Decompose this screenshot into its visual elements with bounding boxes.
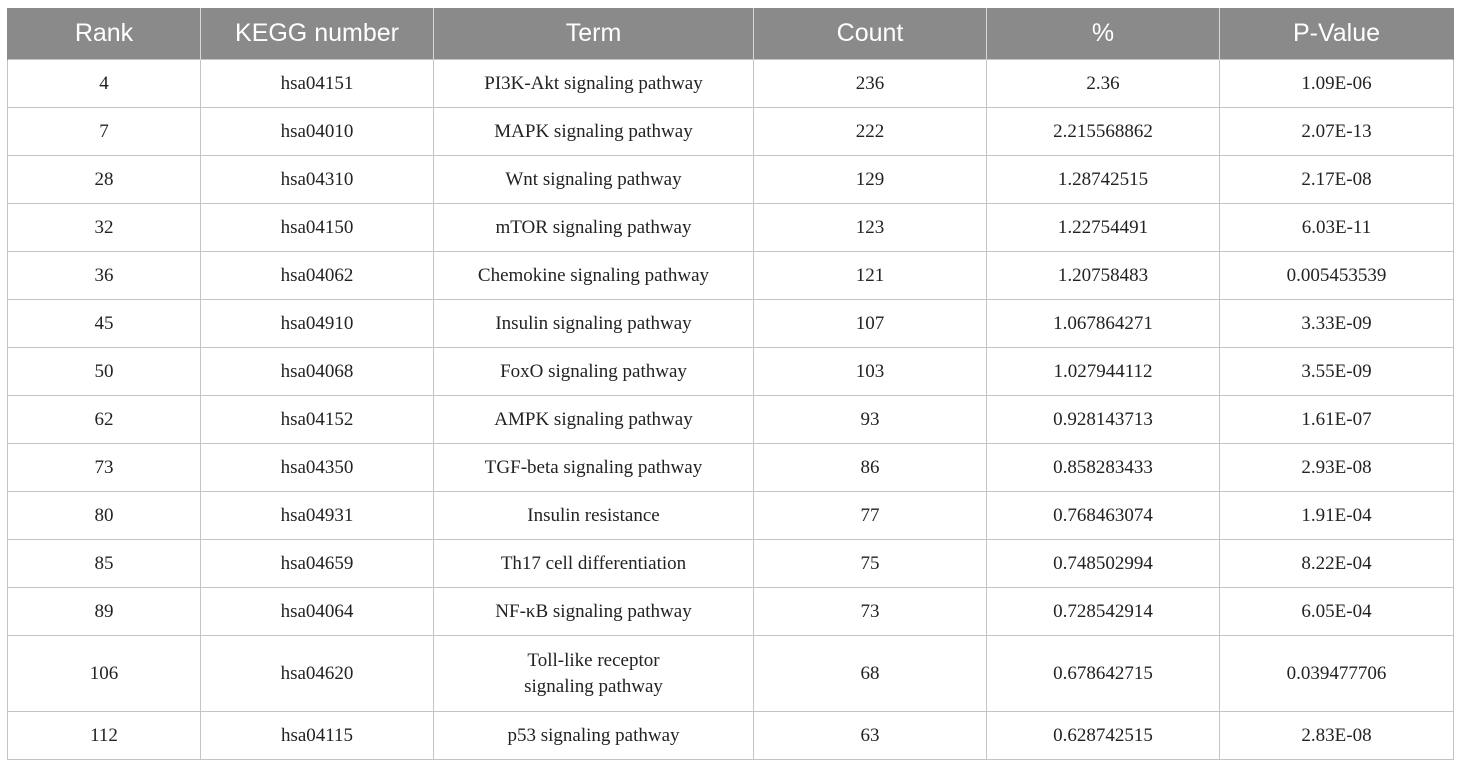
table-row [8, 444, 1454, 492]
cell-term [434, 588, 754, 636]
cell-count: 129 [754, 156, 987, 204]
cell-count: 75 [754, 540, 987, 588]
table-body [8, 60, 1454, 760]
cell-percent: 2.215568862 [987, 108, 1220, 156]
header-p-value: P-Value [1220, 8, 1454, 60]
kegg-pathway-table-container [7, 8, 1453, 760]
cell-rank: 80 [8, 492, 201, 540]
cell-rank: 36 [8, 252, 201, 300]
cell-p-value: 0.005453539 [1220, 252, 1454, 300]
cell-rank: 112 [8, 712, 201, 760]
term-line: Th17 cell differentiation [500, 552, 687, 574]
header-percent: % [987, 8, 1220, 60]
cell-percent: 0.858283433 [987, 444, 1220, 492]
cell-percent: 1.067864271 [987, 300, 1220, 348]
cell-count: 222 [754, 108, 987, 156]
cell-kegg-number: hsa04620 [201, 636, 434, 712]
term-line: mTOR signaling pathway [495, 216, 692, 238]
cell-rank: 106 [8, 636, 201, 712]
cell-kegg-number: hsa04068 [201, 348, 434, 396]
term-line: FoxO signaling pathway [500, 360, 687, 382]
cell-rank: 32 [8, 204, 201, 252]
cell-count: 123 [754, 204, 987, 252]
header-count: Count [754, 8, 987, 60]
cell-p-value: 0.039477706 [1220, 636, 1454, 712]
cell-count: 121 [754, 252, 987, 300]
term-line: p53 signaling pathway [507, 724, 680, 746]
cell-count: 77 [754, 492, 987, 540]
cell-term [434, 540, 754, 588]
cell-term [434, 348, 754, 396]
cell-p-value: 1.61E-07 [1220, 396, 1454, 444]
cell-rank: 7 [8, 108, 201, 156]
cell-count: 236 [754, 60, 987, 108]
cell-count: 103 [754, 348, 987, 396]
cell-rank: 89 [8, 588, 201, 636]
table-header [8, 8, 1454, 60]
cell-percent: 0.768463074 [987, 492, 1220, 540]
cell-term [434, 204, 754, 252]
cell-percent: 1.20758483 [987, 252, 1220, 300]
cell-rank: 45 [8, 300, 201, 348]
cell-kegg-number: hsa04150 [201, 204, 434, 252]
cell-kegg-number: hsa04064 [201, 588, 434, 636]
cell-kegg-number: hsa04910 [201, 300, 434, 348]
term-line: NF-κB signaling pathway [495, 600, 692, 622]
cell-rank: 50 [8, 348, 201, 396]
cell-count: 86 [754, 444, 987, 492]
cell-rank: 62 [8, 396, 201, 444]
term-line: PI3K-Akt signaling pathway [484, 72, 703, 94]
table-row [8, 712, 1454, 760]
cell-count: 93 [754, 396, 987, 444]
cell-rank: 4 [8, 60, 201, 108]
cell-p-value: 6.05E-04 [1220, 588, 1454, 636]
cell-percent: 0.678642715 [987, 636, 1220, 712]
header-row [8, 8, 1454, 60]
cell-percent: 1.027944112 [987, 348, 1220, 396]
header-kegg-number: KEGG number [201, 8, 434, 60]
cell-count: 63 [754, 712, 987, 760]
cell-kegg-number: hsa04350 [201, 444, 434, 492]
cell-percent: 1.28742515 [987, 156, 1220, 204]
term-line: MAPK signaling pathway [494, 120, 693, 142]
cell-rank: 73 [8, 444, 201, 492]
cell-term [434, 712, 754, 760]
cell-term [434, 156, 754, 204]
cell-kegg-number: hsa04115 [201, 712, 434, 760]
term-line: Toll-like receptor [527, 649, 660, 671]
cell-count: 107 [754, 300, 987, 348]
cell-p-value: 2.83E-08 [1220, 712, 1454, 760]
cell-percent: 2.36 [987, 60, 1220, 108]
header-term: Term [434, 8, 754, 60]
term-line: AMPK signaling pathway [494, 408, 693, 430]
cell-p-value: 3.55E-09 [1220, 348, 1454, 396]
cell-p-value: 2.07E-13 [1220, 108, 1454, 156]
table-row [8, 60, 1454, 108]
cell-percent: 0.628742515 [987, 712, 1220, 760]
cell-term [434, 444, 754, 492]
cell-term [434, 396, 754, 444]
cell-percent: 1.22754491 [987, 204, 1220, 252]
cell-kegg-number: hsa04010 [201, 108, 434, 156]
table-row [8, 540, 1454, 588]
cell-p-value: 6.03E-11 [1220, 204, 1454, 252]
cell-p-value: 3.33E-09 [1220, 300, 1454, 348]
cell-term [434, 636, 754, 712]
table-row [8, 588, 1454, 636]
cell-percent: 0.748502994 [987, 540, 1220, 588]
header-rank: Rank [8, 8, 201, 60]
term-line: Insulin resistance [527, 504, 660, 526]
term-line: Chemokine signaling pathway [477, 264, 710, 286]
table-row [8, 252, 1454, 300]
term-line: Wnt signaling pathway [505, 168, 682, 190]
term-line: Insulin signaling pathway [495, 312, 692, 334]
kegg-pathway-table [7, 8, 1454, 760]
cell-p-value: 2.17E-08 [1220, 156, 1454, 204]
cell-percent: 0.728542914 [987, 588, 1220, 636]
cell-percent: 0.928143713 [987, 396, 1220, 444]
cell-p-value: 8.22E-04 [1220, 540, 1454, 588]
table-row [8, 108, 1454, 156]
table-row [8, 156, 1454, 204]
cell-kegg-number: hsa04062 [201, 252, 434, 300]
term-line: signaling pathway [524, 675, 663, 697]
cell-term [434, 60, 754, 108]
cell-kegg-number: hsa04152 [201, 396, 434, 444]
table-row [8, 204, 1454, 252]
cell-term [434, 252, 754, 300]
cell-p-value: 1.91E-04 [1220, 492, 1454, 540]
table-row [8, 492, 1454, 540]
cell-term [434, 492, 754, 540]
cell-term [434, 300, 754, 348]
cell-kegg-number: hsa04659 [201, 540, 434, 588]
term-line: TGF-beta signaling pathway [484, 456, 703, 478]
cell-count: 73 [754, 588, 987, 636]
cell-count: 68 [754, 636, 987, 712]
table-row [8, 636, 1454, 712]
cell-p-value: 2.93E-08 [1220, 444, 1454, 492]
table-row [8, 300, 1454, 348]
cell-kegg-number: hsa04151 [201, 60, 434, 108]
table-row [8, 396, 1454, 444]
cell-kegg-number: hsa04931 [201, 492, 434, 540]
cell-rank: 85 [8, 540, 201, 588]
table-row [8, 348, 1454, 396]
cell-p-value: 1.09E-06 [1220, 60, 1454, 108]
cell-kegg-number: hsa04310 [201, 156, 434, 204]
cell-rank: 28 [8, 156, 201, 204]
cell-term [434, 108, 754, 156]
